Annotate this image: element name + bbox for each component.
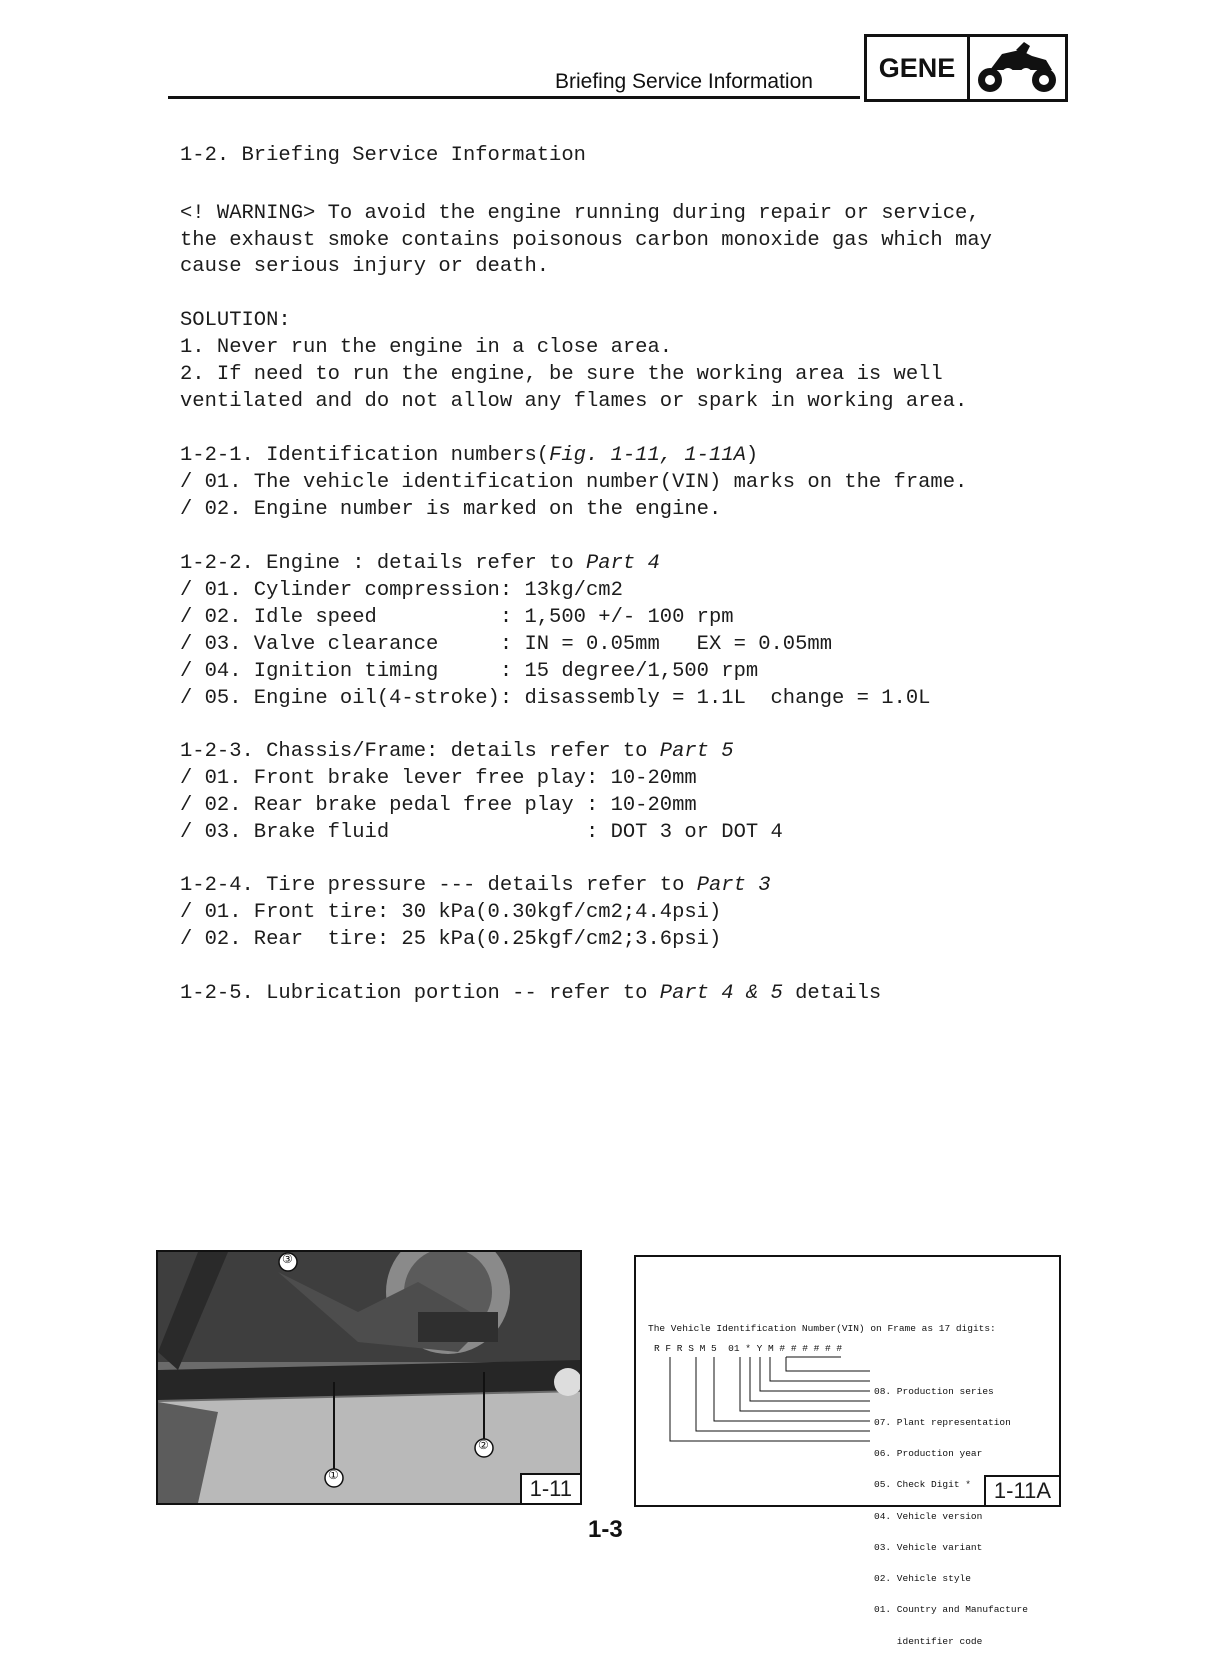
vin-legend-item: 03. Vehicle variant — [874, 1541, 983, 1553]
engine-item-3: / 03. Valve clearance : IN = 0.05mm EX = 0.05mm — [180, 633, 833, 656]
vin-legend — [874, 1366, 1028, 1668]
chassis-item-3: / 03. Brake fluid : DOT 3 or DOT 4 — [180, 821, 783, 844]
tire-item-1: / 01. Front tire: 30 kPa(0.30kgf/cm2;4.4psi) — [180, 901, 722, 924]
warning-line-2: the exhaust smoke contains poisonous carbon monoxide gas which may — [180, 229, 992, 252]
vin-legend-item: 04. Vehicle version — [874, 1510, 983, 1522]
chassis-item-2: / 02. Rear brake pedal free play : 10-20mm — [180, 794, 697, 817]
identification-item-2: / 02. Engine number is marked on the engine. — [180, 498, 722, 521]
engine-heading: 1-2-2. Engine : details refer to Part 4 — [180, 552, 660, 575]
figure-label-1-11a: 1-11A — [984, 1475, 1061, 1507]
frame-photo-figure — [156, 1250, 582, 1505]
vin-diagram-figure — [634, 1255, 1061, 1647]
vin-code: R F R S M 5 01 * Y M # # # # # # — [654, 1343, 843, 1354]
figure-label-1-11: 1-11 — [520, 1473, 582, 1505]
engine-item-2: / 02. Idle speed : 1,500 +/- 100 rpm — [180, 606, 734, 629]
vin-legend-item: 02. Vehicle style — [874, 1573, 971, 1585]
warning-line-1: <! WARNING> To avoid the engine running during repair or service, — [180, 202, 980, 225]
callout-1: ① — [328, 1468, 339, 1482]
engine-item-4: / 04. Ignition timing : 15 degree/1,500 rpm — [180, 660, 759, 683]
solution-line-3: ventilated and do not allow any flames or spark in working area. — [180, 390, 968, 413]
engine-item-5: / 05. Engine oil(4-stroke): disassembly = 1.1L change = 1.0L — [180, 687, 931, 710]
callout-2: ② — [478, 1438, 489, 1452]
atv-icon — [970, 37, 1065, 99]
chassis-item-1: / 01. Front brake lever free play: 10-20mm — [180, 767, 697, 790]
identification-item-1: / 01. The vehicle identification number(VIN) marks on the frame. — [180, 471, 968, 494]
vin-legend-item: 07. Plant representation — [874, 1417, 1011, 1429]
header-title: Briefing Service Information — [555, 70, 813, 93]
vin-heading: The Vehicle Identification Number(VIN) on Frame as 17 digits: — [648, 1323, 996, 1334]
section-tag: GENE — [867, 37, 970, 99]
frame-photo — [158, 1252, 580, 1503]
vin-bracket-lines — [666, 1353, 876, 1449]
solution-line-2: 2. If need to run the engine, be sure the working area is well — [180, 363, 943, 386]
callout-3: ③ — [282, 1252, 293, 1266]
page-number: 1-3 — [588, 1516, 623, 1543]
header-rule — [168, 96, 860, 99]
identification-heading: 1-2-1. Identification numbers(Fig. 1-11, 1-11A) — [180, 444, 759, 467]
vin-legend-item: 01. Country and Manufacture — [874, 1604, 1028, 1616]
vin-legend-item: identifier code — [874, 1635, 983, 1647]
solution-heading: SOLUTION: — [180, 309, 291, 332]
solution-line-1: 1. Never run the engine in a close area. — [180, 336, 673, 359]
section-title: 1-2. Briefing Service Information — [180, 144, 586, 167]
vin-legend-item: 05. Check Digit * — [874, 1479, 971, 1491]
vin-legend-item: 06. Production year — [874, 1448, 983, 1460]
chassis-heading: 1-2-3. Chassis/Frame: details refer to Part 5 — [180, 740, 734, 763]
lubrication-heading: 1-2-5. Lubrication portion -- refer to Part 4 & 5 details — [180, 982, 882, 1005]
tire-item-2: / 02. Rear tire: 25 kPa(0.25kgf/cm2;3.6psi) — [180, 928, 722, 951]
vin-legend-item: 08. Production series — [874, 1385, 994, 1397]
warning-line-3: cause serious injury or death. — [180, 255, 550, 278]
section-tag-box — [864, 34, 1068, 102]
tire-heading: 1-2-4. Tire pressure --- details refer to Part 3 — [180, 874, 771, 897]
engine-item-1: / 01. Cylinder compression: 13kg/cm2 — [180, 579, 623, 602]
